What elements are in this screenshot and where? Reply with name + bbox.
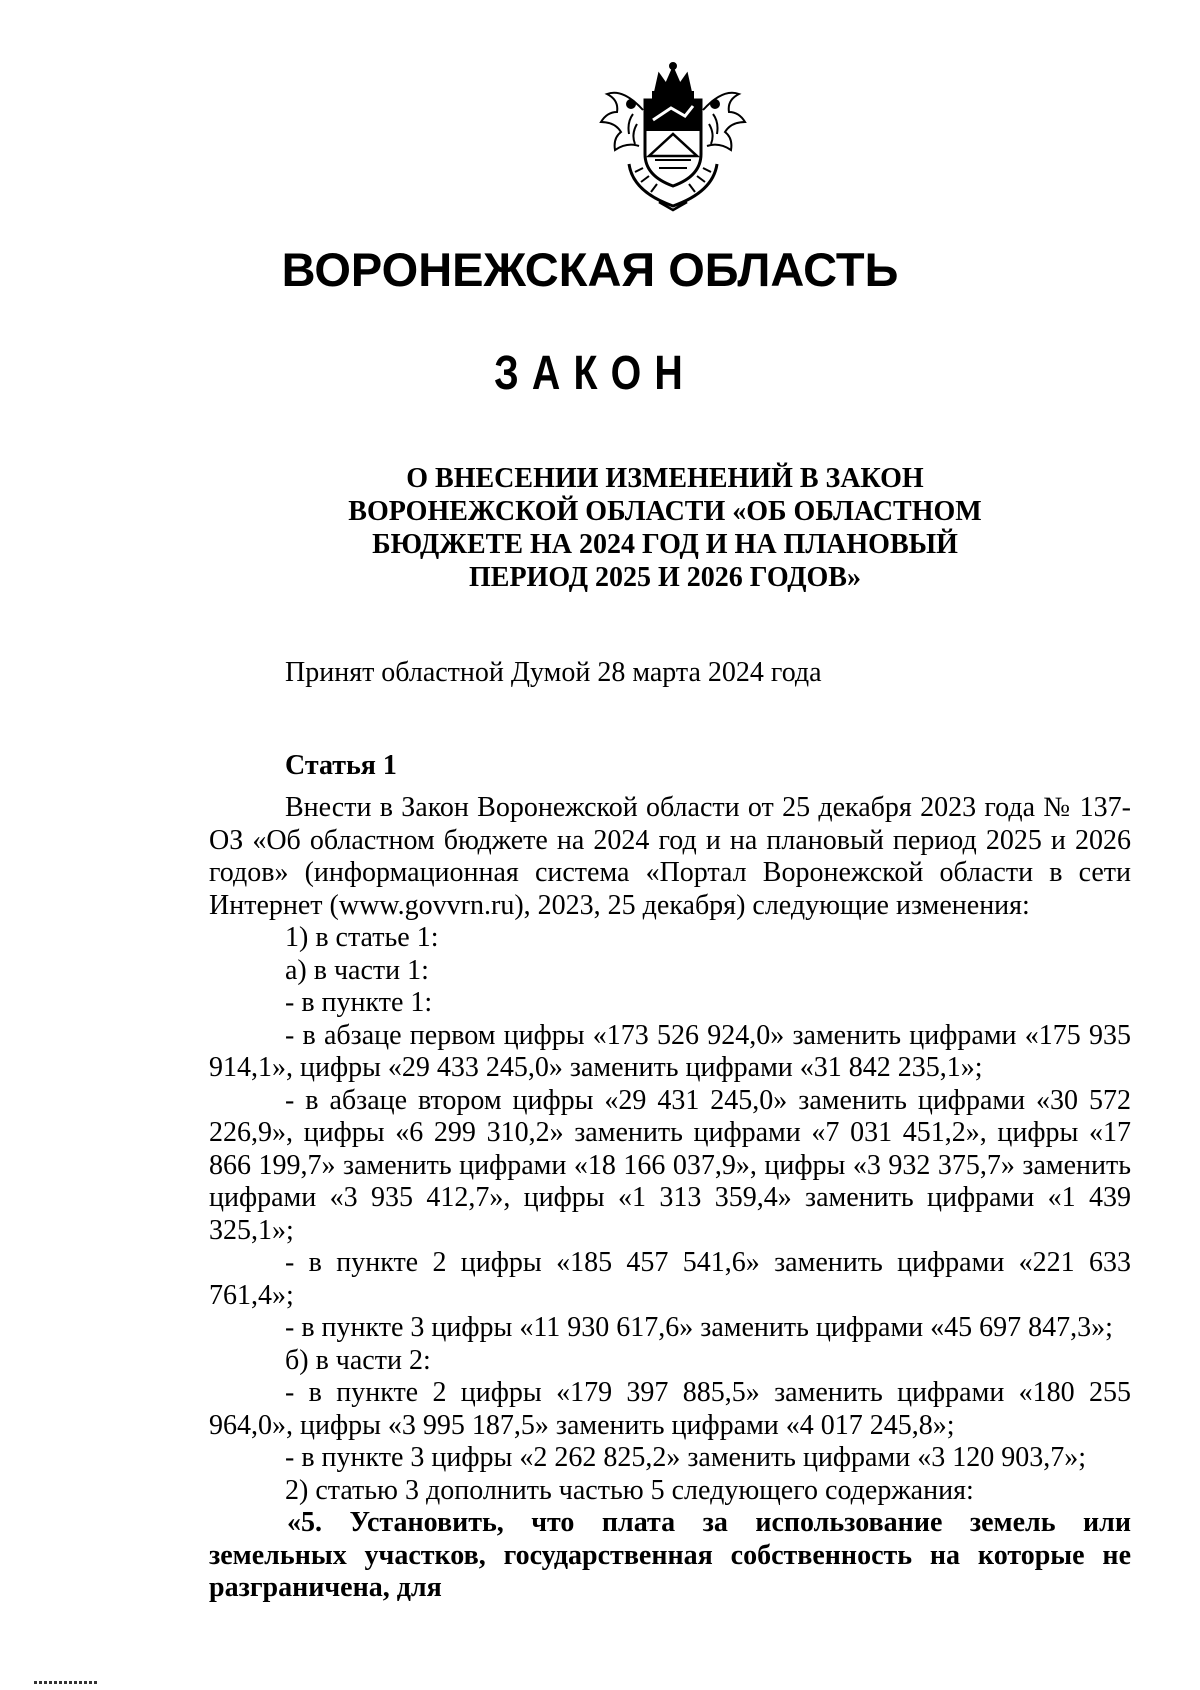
- law-title-line: БЮДЖЕТЕ НА 2024 ГОД И НА ПЛАНОВЫЙ: [372, 529, 958, 560]
- paragraph: а) в части 1:: [285, 954, 429, 986]
- law-title-line: ПЕРИОД 2025 И 2026 ГОДОВ»: [469, 562, 861, 593]
- paragraph: - в пункте 1:: [285, 987, 433, 1018]
- adoption-note: Принят областной Думой 28 марта 2024 года: [285, 657, 822, 688]
- law-title-line: О ВНЕСЕНИИ ИЗМЕНЕНИЙ В ЗАКОН: [406, 463, 924, 494]
- paragraph: - в пункте 2 цифры «185 457 541,6» заменить цифрами «221 633 761,4»;: [209, 1247, 1131, 1311]
- paragraph: 1) в статье 1:: [285, 922, 439, 953]
- paragraph: - в абзаце втором цифры «29 431 245,0» заменить цифрами «30 572 226,9», цифры «6 299 310,2» заменить цифрами «7 031 451,2», цифры «17 866 199,7» заменить цифрами «18 166 037,9», цифры «3 932 375,7» заменить цифрами «3 935 412,7», цифры «1 313 359,4» заменить цифрами «1 439 325,1»;: [209, 1084, 1131, 1246]
- article-heading: Статья 1: [285, 750, 397, 781]
- paragraph: - в пункте 2 цифры «179 397 885,5» заменить цифрами «180 255 964,0», цифры «3 995 187,5» заменить цифрами «4 017 245,8»;: [209, 1377, 1131, 1441]
- scan-edge-mark: [34, 1681, 98, 1684]
- law-title: [300, 462, 1030, 594]
- paragraph-quoted: «5. Установить, что плата за использование земель или земельных участков, государственная собственность на которые не разграничена, для: [209, 1507, 1131, 1603]
- coat-of-arms-icon: [593, 60, 753, 212]
- article-body: [209, 792, 1131, 1605]
- paragraph: Внести в Закон Воронежской области от 25 декабря 2023 года № 137-ОЗ «Об областном бюджете на 2024 год и на плановый период 2025 и 2026 годов» (информационная система «Портал Воронежской области в сети Интернет (www.govvrn.ru), 2023, 25 декабря) следующие изменения:: [209, 792, 1131, 921]
- law-title-line: ВОРОНЕЖСКОЙ ОБЛАСТИ «ОБ ОБЛАСТНОМ: [348, 496, 982, 527]
- document-type-heading: ЗАКОН: [494, 347, 696, 400]
- paragraph: 2) статью 3 дополнить частью 5 следующего содержания:: [285, 1474, 974, 1506]
- paragraph: - в пункте 3 цифры «2 262 825,2» заменить цифрами «3 120 903,7»;: [285, 1442, 1086, 1473]
- paragraph: - в пункте 3 цифры «11 930 617,6» заменить цифрами «45 697 847,3»;: [285, 1312, 1113, 1343]
- paragraph: б) в части 2:: [285, 1344, 431, 1376]
- region-heading: ВОРОНЕЖСКАЯ ОБЛАСТЬ: [281, 243, 899, 296]
- paragraph: - в абзаце первом цифры «173 526 924,0» заменить цифрами «175 935 914,1», цифры «29 433 245,0» заменить цифрами «31 842 235,1»;: [209, 1019, 1131, 1083]
